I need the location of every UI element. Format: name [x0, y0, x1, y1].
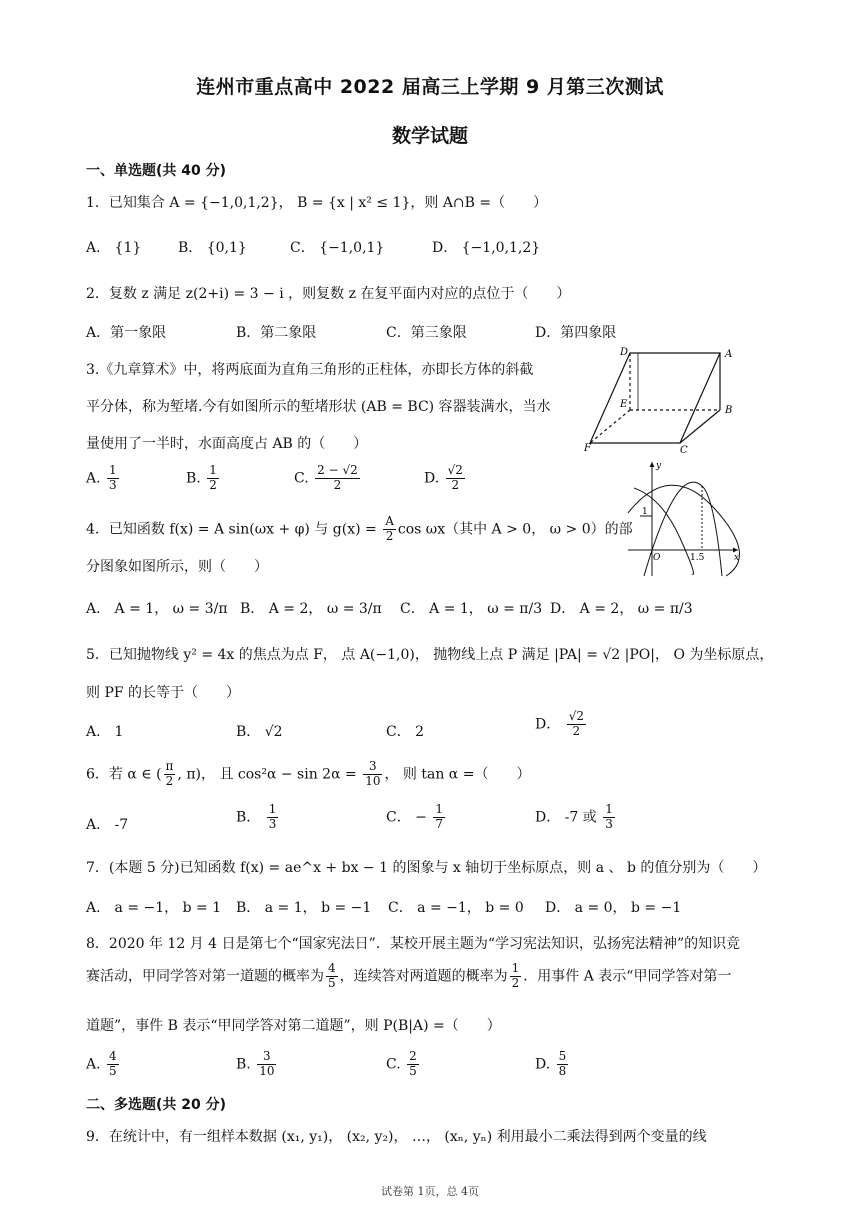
q7-option-c: C． a = −1， b = 0	[388, 900, 524, 916]
q5-option-a: A． 1	[86, 724, 124, 740]
q1-option-b: B． {0,1}	[178, 240, 247, 256]
graph-label-y: y	[656, 461, 662, 471]
q5-option-c: C． 2	[386, 724, 425, 740]
q3-option-a: A. $\frac{1}{3}$	[86, 463, 117, 492]
question-8-line-2: 赛活动，甲同学答对第一道题的概率为 $\frac{4}{5}$ ，连续答对两道题的概率为 $\frac{1}{2}$ ．用事件 A 表示“甲同学答对第一	[86, 961, 732, 990]
question-3-line-3: 量使用了一半时，水面高度占 AB 的（ ）	[86, 436, 368, 452]
section-multiple-choice: 二、多选题(共 20 分)	[86, 1097, 227, 1113]
q2-option-c: C．第三象限	[386, 325, 467, 341]
question-3-line-2: 平分体，称为堑堵.今有如图所示的堑堵形状 (AB = BC) 容器装满水，当水	[86, 399, 551, 415]
page-footer: 试卷第 1页，总 4页	[381, 1185, 479, 1198]
q1-option-c: C． {−1,0,1}	[290, 240, 385, 256]
q4-option-a: A． A = 1， ω = 3/π	[86, 601, 228, 617]
q5-option-b: B． √2	[236, 724, 283, 740]
q3-option-b: B. $\frac{1}{2}$	[186, 463, 217, 492]
question-8-line-1: 8．2020 年 12 月 4 日是第七个“国家宪法日”．某校开展主题为“学习宪法知识，弘扬宪法精神”的知识竞	[86, 936, 741, 952]
q3-option-d: D. $\frac{√2}{2}$	[424, 463, 463, 492]
question-2-stem: 2．复数 z 满足 z(2+i) = 3 − i ，则复数 z 在复平面内对应的点位于（ ）	[86, 286, 571, 302]
graph-label-x: x	[734, 553, 740, 563]
q4-option-d: D． A = 2， ω = π/3	[550, 601, 693, 617]
q6-option-d: D． -7 或 $\frac{1}{3}$	[535, 802, 613, 831]
prism-label-e: E	[620, 399, 628, 410]
question-9-line-1: 9．在统计中，有一组样本数据 (x₁, y₁)， (x₂, y₂)， …， (xₙ, yₙ) 利用最小二乘法得到两个变量的线	[86, 1129, 707, 1145]
section-single-choice: 一、单选题(共 40 分)	[86, 163, 227, 179]
graph-label-1: 1	[642, 507, 648, 517]
prism-figure	[580, 345, 740, 455]
graph-label-o: O	[653, 553, 661, 563]
question-4-line-1: 4．已知函数 f(x) = A sin(ωx + φ) 与 g(x) = $\frac{A}{2}$ cos ωx（其中 A > 0， ω > 0）的部	[86, 514, 633, 543]
q5-option-d: D． $\frac{√2}{2}$	[535, 709, 584, 738]
question-7-stem: 7．(本题 5 分)已知函数 f(x) = ae^x + bx − 1 的图象与 x 轴切于坐标原点，则 a 、 b 的值分别为（ ）	[86, 860, 767, 876]
q8-option-a: A. $\frac{4}{5}$	[86, 1049, 117, 1078]
q4-option-c: C． A = 1， ω = π/3	[400, 601, 543, 617]
q7-option-d: D． a = 0， b = −1	[545, 900, 682, 916]
q4-option-b: B． A = 2， ω = 3/π	[240, 601, 382, 617]
function-graph-figure	[622, 458, 742, 578]
q2-option-b: B．第二象限	[236, 325, 317, 341]
prism-label-a: A	[725, 349, 733, 360]
question-4-line-2: 分图象如图所示，则（ ）	[86, 559, 268, 575]
question-5-line-1: 5．已知抛物线 y² = 4x 的焦点为点 F， 点 A(−1,0)， 抛物线上点 P 满足 |PA| = √2 |PO|， O 为坐标原点，	[86, 647, 774, 663]
page-subtitle: 数学试题	[391, 125, 468, 147]
q6-option-c: C． − $\frac{1}{7}$	[386, 802, 443, 831]
q7-option-b: B． a = 1， b = −1	[236, 900, 372, 916]
prism-label-b: B	[725, 405, 733, 416]
prism-label-f: F	[584, 443, 591, 454]
question-1-stem: 1．已知集合 A = {−1,0,1,2}， B = {x | x² ≤ 1}，则 A∩B =（ ）	[86, 195, 548, 211]
q3-option-c: C. $\frac{2 - √2}{2}$	[294, 463, 358, 492]
question-3-line-1: 3.《九章算术》中，将两底面为直角三角形的正柱体，亦即长方体的斜截	[86, 362, 534, 378]
q7-option-a: A． a = −1， b = 1	[86, 900, 222, 916]
question-6-stem: 6．若 α ∈ ( $\frac{\pi}{2}$ , π)， 且 cos²α − sin 2α = $\frac{3}{10}$ ， 则 tan α =（ ）	[86, 759, 531, 788]
graph-label-1-5: 1.5	[690, 553, 705, 563]
q8-option-b: B. $\frac{3}{10}$	[236, 1049, 275, 1078]
q8-option-d: D. $\frac{5}{8}$	[535, 1049, 567, 1078]
page-title: 连州市重点高中 2022 届高三上学期 9 月第三次测试	[196, 76, 664, 98]
question-5-line-2: 则 PF 的长等于（ ）	[86, 685, 241, 701]
q8-option-c: C. $\frac{2}{5}$	[386, 1049, 417, 1078]
q2-option-a: A．第一象限	[86, 325, 167, 341]
q6-option-b: B． $\frac{1}{3}$	[236, 802, 277, 831]
prism-label-c: C	[680, 445, 688, 455]
q1-option-d: D． {−1,0,1,2}	[432, 240, 541, 256]
q1-option-a: A． {1}	[86, 240, 142, 256]
question-8-line-3: 道题”，事件 B 表示“甲同学答对第二道题”，则 P(B|A) =（ ）	[86, 1018, 501, 1034]
prism-label-d: D	[620, 347, 629, 358]
q6-option-a: A． -7	[86, 817, 129, 833]
q2-option-d: D．第四象限	[535, 325, 617, 341]
